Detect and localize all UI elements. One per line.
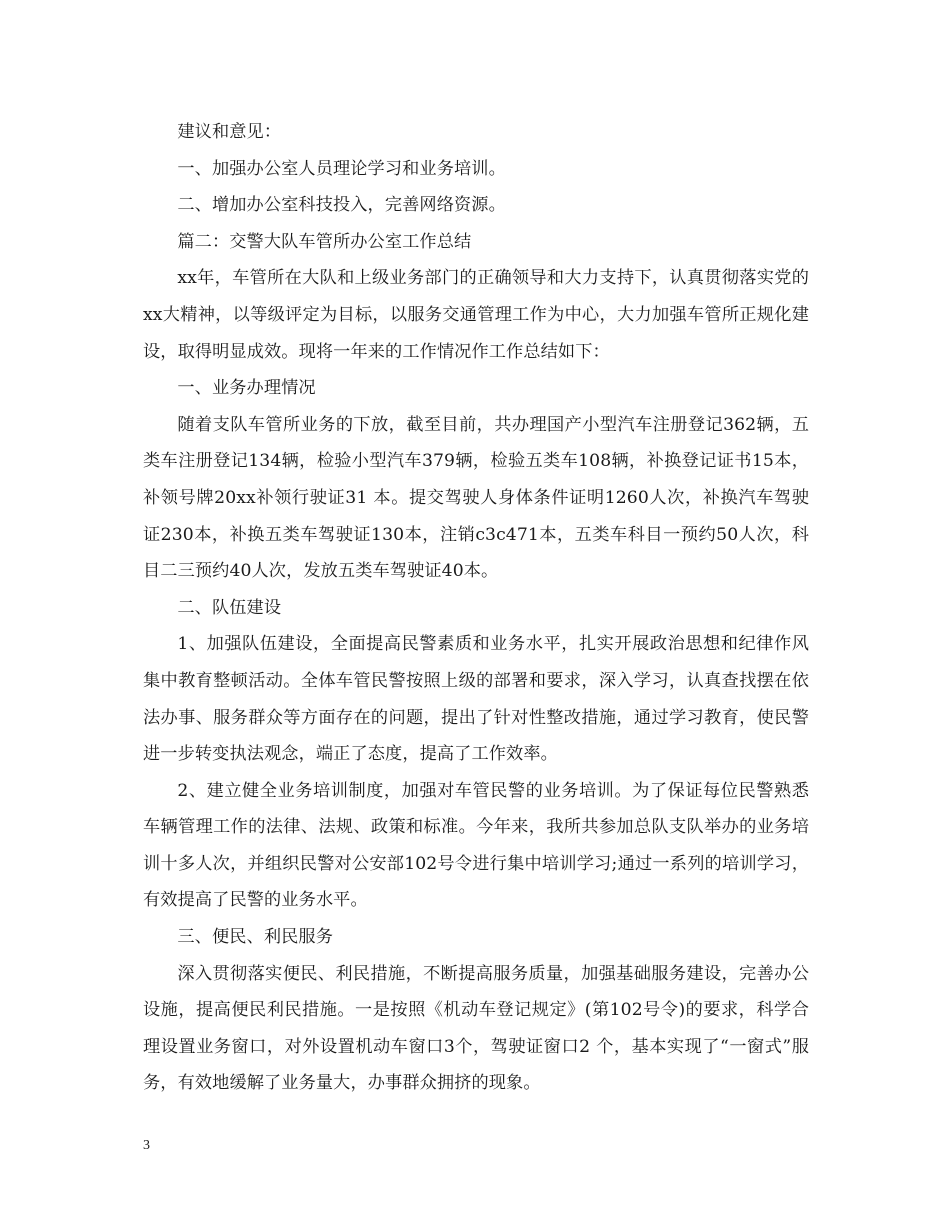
paragraph-suggestion-2: 二、增加办公室科技投入，完善网络资源。: [177, 195, 506, 216]
paragraph-business-stats: 随着支队车管所业务的下放，截至目前，共办理国产小型汽车注册登记362辆，五类车注册登记134辆，检验小型汽车379辆，检验五类车108辆，补换登记证书15本，补领号牌20xx补领行驶证31 本。提交驾驶人身体条件证明1260人次，补换汽车驾驶证230本，补换五类车驾驶证130本，注销c3c471本，五类车科目一预约50人次，科目二三预约40人次，发放五类车驾驶证40本。: [143, 414, 809, 582]
document-body: [143, 114, 809, 1102]
paragraph-service: 深入贯彻落实便民、利民措施，不断提高服务质量，加强基础服务建设，完善办公设施，提高便民利民措施。一是按照《机动车登记规定》(第102号令)的要求，科学合理设置业务窗口，对外设置机动车窗口3个，驾驶证窗口2 个，基本实现了“一窗式”服务，有效地缓解了业务量大，办事群众拥挤的现象。: [143, 963, 809, 1094]
paragraph-team-2: 2、建立健全业务培训制度，加强对车管民警的业务培训。为了保证每位民警熟悉车辆管理工作的法律、法规、政策和标准。今年来，我所共参加总队支队举办的业务培训十多人次，并组织民警对公安部102号令进行集中培训学习;通过一系列的培训学习，有效提高了民警的业务水平。: [143, 780, 809, 911]
page-number: 3: [143, 1138, 150, 1153]
paragraph-heading-service: 三、便民、利民服务: [177, 927, 333, 948]
paragraph-team-1: 1、加强队伍建设，全面提高民警素质和业务水平，扎实开展政治思想和纪律作风集中教育整顿活动。全体车管民警按照上级的部署和要求，深入学习，认真查找摆在依法办事、服务群众等方面存在的问题，提出了针对性整改措施，通过学习教育，使民警进一步转变执法观念，端正了态度，提高了工作效率。: [143, 634, 809, 765]
paragraph-suggestion-1: 一、加强办公室人员理论学习和业务培训。: [177, 158, 506, 179]
paragraph-heading-business: 一、业务办理情况: [177, 378, 316, 399]
paragraph-suggestions-heading: 建议和意见：: [177, 122, 282, 142]
paragraph-intro: xx年，车管所在大队和上级业务部门的正确领导和大力支持下，认真贯彻落实党的xx大精神，以等级评定为目标，以服务交通管理工作为中心，大力加强车管所正规化建设，取得明显成效。现将一年来的工作情况作工作总结如下：: [143, 268, 809, 362]
paragraph-section-title: 篇二：交警大队车管所办公室工作总结: [177, 231, 472, 252]
paragraph-heading-team: 二、队伍建设: [177, 597, 282, 618]
